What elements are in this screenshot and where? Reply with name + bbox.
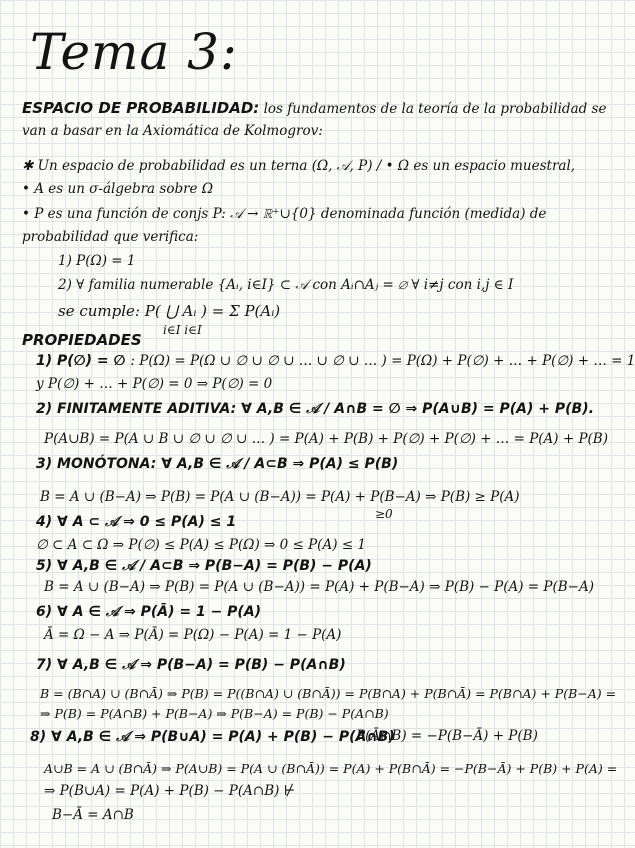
property-6-line-1: Ā = Ω − A ⇒ P(Ā) = P(Ω) − P(A) = 1 − P(A) <box>44 627 342 643</box>
axiom-1: 1) P(Ω) = 1 <box>58 253 136 269</box>
property-2-line-1: P(A∪B) = P(A ∪ B ∪ ∅ ∪ ∅ ∪ … ) = P(A) + P(B) + P(∅) + P(∅) + … = P(A) + P(B) <box>44 431 608 447</box>
property-7-line-2: ⇒ P(B) = P(A∩B) + P(B−A) ⇒ P(B−A) = P(B) − P(A∩B) <box>40 706 389 721</box>
axiom-2: 2) ∀ familia numerable {Aᵢ, i∈I} ⊂ 𝒜 con Aᵢ∩Aⱼ = ∅ ∀ i≠j con i,j ∈ I <box>58 277 514 293</box>
property-1-title <box>36 351 635 371</box>
property-7-line-1: B = (B∩A) ∪ (B∩Ā) ⇒ P(B) = P((B∩A) ∪ (B∩Ā)) = P(B∩A) + P(B∩Ā) = P(B∩A) + P(B−A) = <box>40 686 617 701</box>
property-2-title: 2) FINITAMENTE ADITIVA: ∀ A,B ∈ 𝒜 / A∩B = ∅ ⇒ P(A∪B) = P(A) + P(B). <box>36 401 594 417</box>
property-1-statement: 1) P(∅) = ∅ <box>36 353 126 369</box>
def-line-2: • A es un σ-álgebra sobre Ω <box>22 181 214 197</box>
property-5-title: 5) ∀ A,B ∈ 𝒜 / A⊂B ⇒ P(B−A) = P(B) − P(A) <box>36 558 372 574</box>
property-3-note: ≥0 <box>375 507 393 521</box>
intro-line-1 <box>22 98 607 118</box>
property-8-line-1: A∪B = A ∪ (B∩Ā) ⇒ P(A∪B) = P(A ∪ (B∩Ā)) = P(A) + P(B∩Ā) = −P(B−Ā) + P(B) + P(A) = <box>44 761 618 776</box>
property-8-title: 8) ∀ A,B ∈ 𝒜 ⇒ P(B∪A) = P(A) + P(B) − P(A∩B) <box>30 729 395 745</box>
property-1-line-2: y P(∅) + … + P(∅) = 0 ⇒ P(∅) = 0 <box>36 376 273 392</box>
intro-heading: ESPACIO DE PROBABILIDAD: <box>22 99 260 117</box>
property-6-title: 6) ∀ A ∈ 𝒜 ⇒ P(Ā) = 1 − P(A) <box>36 604 262 620</box>
property-4-title: 4) ∀ A ⊂ 𝒜 ⇒ 0 ≤ P(A) ≤ 1 <box>36 514 237 530</box>
property-8-side-note: P(Ā∩B) = −P(B−Ā) + P(B) <box>356 728 538 744</box>
def-line-3: • P es una función de conjs P: 𝒜 → ℝ⁺∪{0} denominada función (medida) de <box>22 206 547 222</box>
intro-text: los fundamentos de la teoría de la probabilidad se <box>263 101 607 117</box>
property-5-line-1: B = A ∪ (B−A) ⇒ P(B) = P(A ∪ (B−A)) = P(A) + P(B−A) ⇒ P(B) − P(A) = P(B−A) <box>44 579 595 595</box>
def-line-1: ✱ Un espacio de probabilidad es un terna (Ω, 𝒜, P) / • Ω es un espacio muestral, <box>22 158 576 174</box>
page-title: Tema 3: <box>30 23 238 81</box>
intro-line-2: van a basar en la Axiomática de Kolmogrov: <box>22 123 323 139</box>
def-line-4: probabilidad que verifica: <box>22 229 199 245</box>
property-3-title: 3) MONÓTONA: ∀ A,B ∈ 𝒜 / A⊂B ⇒ P(A) ≤ P(B) <box>36 456 399 472</box>
property-1-proof: : P(Ω) = P(Ω ∪ ∅ ∪ ∅ ∪ … ∪ ∅ ∪ … ) = P(Ω) + P(∅) + … + P(∅) + … = 1 <box>130 353 635 369</box>
axiom-3-subscript: i∈I i∈I <box>163 323 202 337</box>
property-3-line-1: B = A ∪ (B−A) ⇒ P(B) = P(A ∪ (B−A)) = P(A) + P(B−A) ⇒ P(B) ≥ P(A) <box>40 489 520 505</box>
property-8-line-3: B−Ā = A∩B <box>52 807 134 823</box>
property-8-line-2: ⇒ P(B∪A) = P(A) + P(B) − P(A∩B) ⊬ <box>44 783 296 799</box>
property-4-line-1: ∅ ⊂ A ⊂ Ω ⇒ P(∅) ≤ P(A) ≤ P(Ω) ⇒ 0 ≤ P(A) ≤ 1 <box>36 537 366 553</box>
property-7-title: 7) ∀ A,B ∈ 𝒜 ⇒ P(B−A) = P(B) − P(A∩B) <box>36 657 346 673</box>
properties-heading: PROPIEDADES <box>22 331 142 349</box>
axiom-3: se cumple: P( ⋃ Aᵢ ) = Σ P(Aᵢ) <box>58 302 281 320</box>
